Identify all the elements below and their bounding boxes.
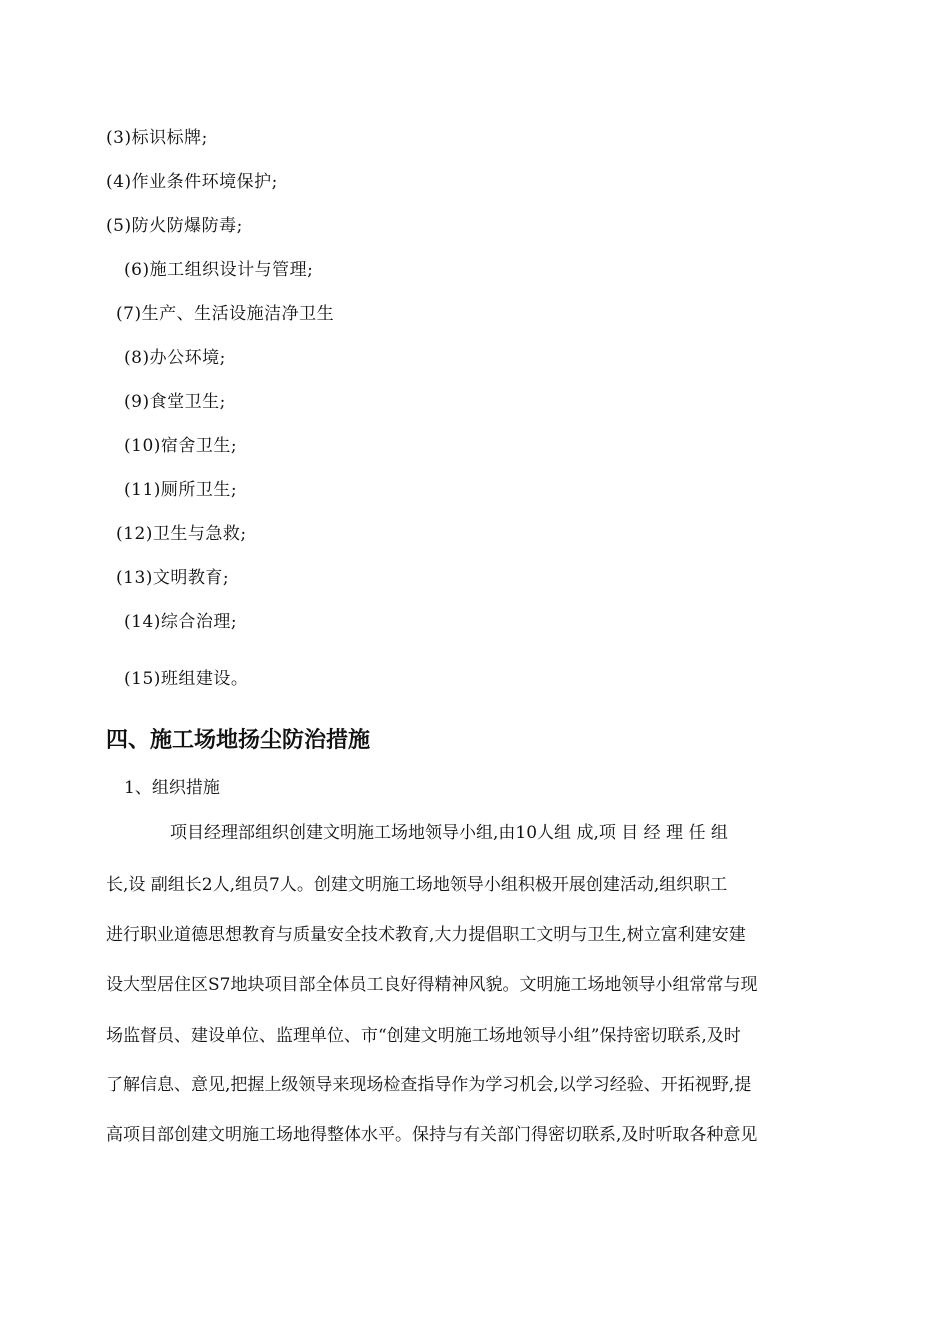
paragraph-line-4: 设大型居住区S7地块项目部全体员工良好得精神风貌。文明施工场地领导小组常常与现 [106,975,758,995]
paragraph-line-7: 高项目部创建文明施工场地得整体水平。保持与有关部门得密切联系,及时听取各种意见 [106,1125,758,1145]
list-item-10: (10)宿舍卫生; [124,436,238,456]
paragraph-line-5: 场监督员、建设单位、监理单位、市“创建文明施工场地领导小组”保持密切联系,及时 [106,1026,741,1046]
list-item-5: (5)防火防爆防毒; [106,216,243,236]
list-item-14: (14)综合治理; [124,612,238,632]
list-item-11: (11)厕所卫生; [124,480,238,500]
list-item-7: (7)生产、生活设施洁净卫生 [116,304,335,324]
sub-heading: 1、组织措施 [124,778,220,798]
list-item-4: (4)作业条件环境保护; [106,172,278,192]
paragraph-line-3: 进行职业道德思想教育与质量安全技术教育,大力提倡职工文明与卫生,树立富利建安建 [106,925,746,945]
section-heading: 四、施工场地扬尘防治措施 [106,728,371,753]
paragraph-line-1: 项目经理部组织创建文明施工场地领导小组,由10人组 成,项 目 经 理 任 组 [170,823,728,843]
list-item-9: (9)食堂卫生; [124,392,226,412]
list-item-3: (3)标识标牌; [106,128,208,148]
paragraph-line-2: 长,设 副组长2人,组员7人。创建文明施工场地领导小组积极开展创建活动,组织职工 [106,875,728,895]
list-item-13: (13)文明教育; [116,568,230,588]
list-item-8: (8)办公环境; [124,348,226,368]
paragraph-line-6: 了解信息、意见,把握上级领导来现场检查指导作为学习机会,以学习经验、开拓视野,提 [106,1075,752,1095]
list-item-15: (15)班组建设。 [124,669,249,689]
list-item-12: (12)卫生与急救; [116,524,247,544]
list-item-6: (6)施工组织设计与管理; [124,260,314,280]
